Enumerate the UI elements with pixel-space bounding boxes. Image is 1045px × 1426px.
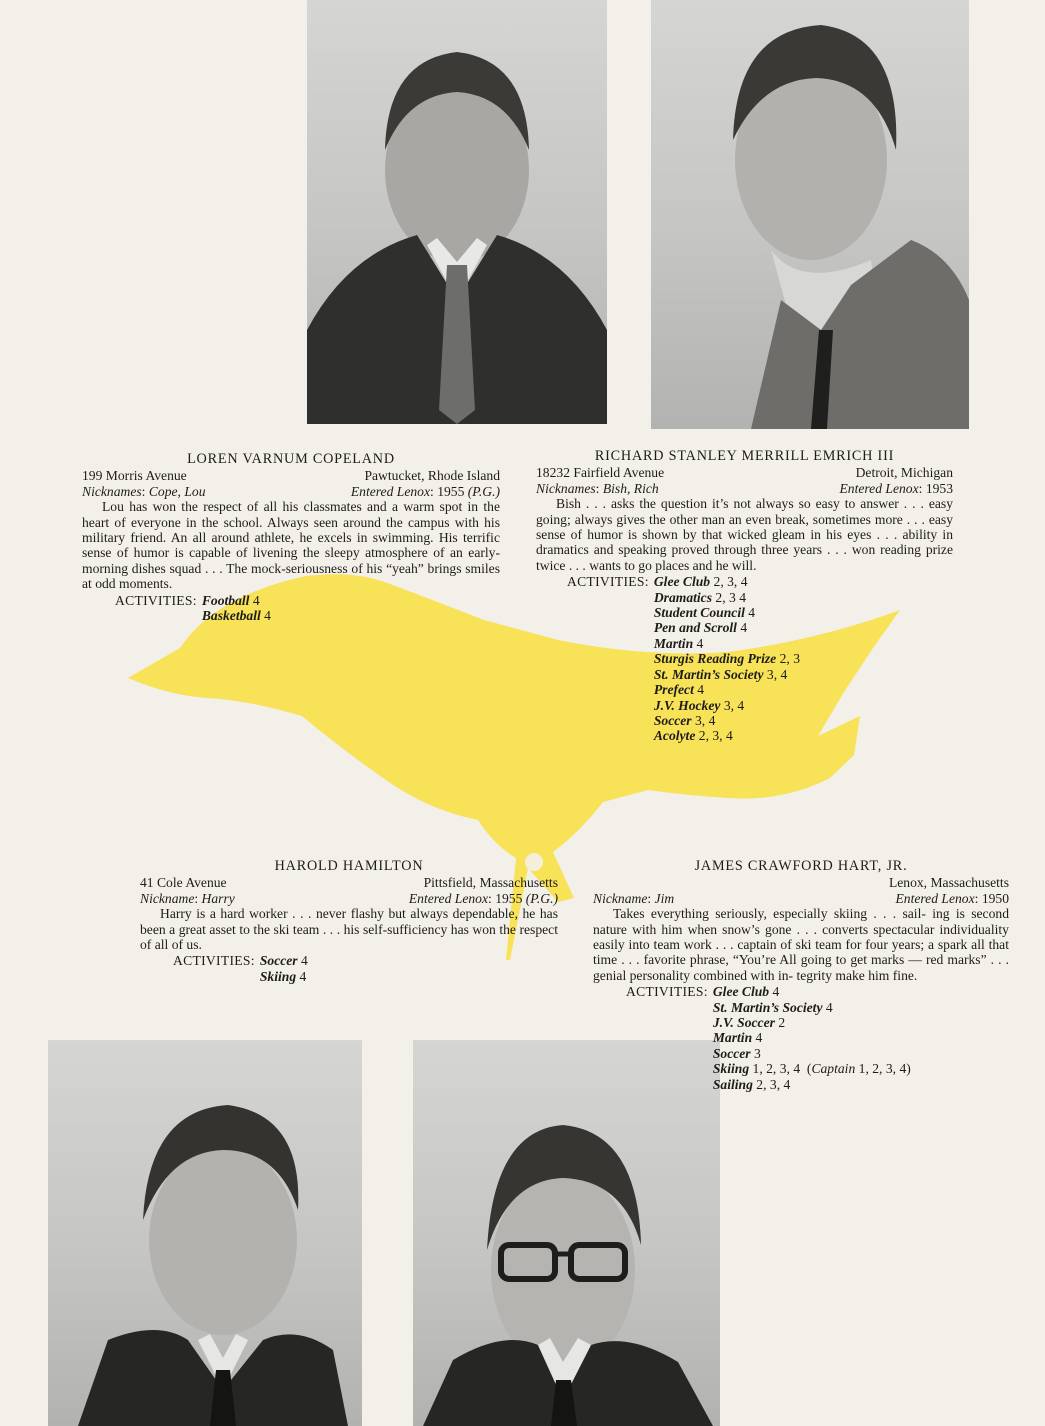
street-address: 199 Morris Avenue — [82, 468, 187, 484]
activity-item: Soccer 4 — [259, 953, 308, 969]
nickname-label: Nickname — [593, 890, 648, 906]
bio-text — [536, 496, 953, 573]
bio-line: — red marks” . . . genial personality combined with in- — [593, 952, 1009, 983]
bio-copeland: LOREN VARNUM COPELAND 199 Morris Avenue Pawtucket, Rhode Island Nicknames: Cope, Lou Entered Lenox: 1955 (P.G.) Lou has won the respect of all his classmates and a warm spot in the heart of everyone in the school. Always seen around the campus with his military friend. An all around athlete, he excels in swimming. His terrific sense of humor is capable of livening the sleepy atmosphere of an early-morning dishes squad . . . The mock-seriousness of his “yeah” brings smiles at odd moments. ACTIVITIES: Football 4 Basketball 4 — [82, 451, 500, 624]
entered-note: (P.G.) — [525, 890, 558, 906]
portrait-photo-hamilton — [48, 1040, 362, 1426]
portrait-photo-copeland — [307, 0, 607, 424]
activity-item: Prefect 4 — [653, 682, 705, 698]
entered-year: 1950 — [981, 890, 1009, 906]
activity-item: Glee Club 4 — [712, 984, 780, 1000]
activities — [140, 953, 558, 984]
portrait-hamilton-icon — [48, 1040, 362, 1426]
activity-item: J.V. Soccer 2 — [712, 1015, 786, 1031]
entered-year: 1953 — [925, 480, 953, 496]
city-state: Lenox, Massachusetts — [888, 875, 1009, 891]
entered-label: Entered Lenox — [350, 483, 430, 499]
activities-label: ACTIVITIES: — [173, 953, 255, 969]
bio-line: seen around the campus with his military friend. An all — [82, 514, 500, 546]
entered-label: Entered Lenox — [408, 890, 488, 906]
bio-line: tegrity make him fine. — [796, 967, 918, 983]
activity-item: Skiing 1, 2, 3, 4 (Captain 1, 2, 3, 4) — [712, 1061, 911, 1077]
nickname-value: Cope, Lou — [148, 483, 206, 499]
portrait-copeland-icon — [307, 0, 607, 424]
street-address: 18232 Fairfield Avenue — [536, 465, 665, 481]
activity-item: Sturgis Reading Prize 2, 3 — [653, 651, 801, 667]
student-name: LOREN VARNUM COPELAND — [187, 451, 395, 467]
bio-line: of his “yeah” brings smiles at odd moments. — [82, 560, 500, 592]
bio-line: time . . . favorite phrase, “You’re All going to get marks — [593, 952, 905, 968]
activity-item: Dramatics 2, 3 4 — [653, 589, 746, 605]
portrait-emrich-icon — [651, 0, 969, 429]
activities-label: ACTIVITIES: — [567, 574, 649, 590]
bio-line: Bish . . . asks the question it’s not always so easy to — [556, 496, 856, 512]
bio-line: dramatics and speaking proved through three years . . . — [536, 542, 847, 558]
bio-line: his self-sufficiency has won the respect of all of us. — [140, 921, 558, 953]
bio-line: Harry is a hard worker . . . never flashy but always — [160, 906, 449, 922]
bio-emrich: RICHARD STANLEY MERRILL EMRICH III 18232 Fairfield Avenue Detroit, Michigan Nicknames: Bish, Rich Entered Lenox: 1953 Bish . . . asks the question it’s not always so easy to answer . . . easy going; always gives the other man an even break, sometimes more . . . easy sense of humor is shown by that wicked gleam in his eyes . . . ability in dramatics and speaking proved through three years . . . won reading prize twice . . . wants to go places and he will. ACTIVITIES: Glee Club 2, 3, 4 Dramatics 2, 3 4 Student Council 4 Pen and Scroll 4 Martin 4 Sturgis Reading Prize 2, 3 St. Martin’s Society 3, 4 Prefect 4 J.V. Hockey 3, 4 Soccer 3, 4 Acolyte 2, 3, 4 — [536, 448, 953, 744]
bio-line: around athlete, he excels in swimming. His terrific sense — [82, 530, 500, 561]
activity-item: Soccer 3 — [712, 1045, 761, 1061]
nickname-label: Nicknames — [536, 480, 596, 496]
city-state: Pawtucket, Rhode Island — [364, 468, 500, 484]
bio-line: warm spot in the heart of everyone in the school. Always — [82, 499, 500, 530]
activity-item: Football 4 — [201, 592, 260, 608]
activity-item: Glee Club 2, 3, 4 — [653, 574, 748, 590]
activity-item: Acolyte 2, 3, 4 — [653, 728, 733, 744]
bio-line: answer . . . easy going; always gives the other man an — [536, 496, 953, 527]
activities — [536, 574, 953, 743]
activities-label: ACTIVITIES: — [115, 592, 197, 608]
bio-text — [593, 906, 1009, 983]
activity-item: Martin 4 — [712, 1030, 763, 1046]
activity-item: St. Martin’s Society 3, 4 — [653, 666, 788, 682]
nickname-value: Jim — [654, 890, 675, 906]
nickname-value: Bish, Rich — [602, 480, 659, 496]
bio-line: even break, sometimes more . . . easy sense of humor is — [536, 511, 953, 543]
bio-line: won reading prize twice . . . wants to go places and he will. — [536, 542, 953, 573]
bio-line: Takes everything seriously, especially skiing . . . sail- — [613, 906, 926, 922]
city-state: Detroit, Michigan — [855, 465, 953, 481]
street-address: 41 Cole Avenue — [140, 875, 227, 891]
nickname-label: Nickname — [140, 890, 195, 906]
activity-item: Sailing 2, 3, 4 — [712, 1076, 791, 1092]
entered-note: (P.G.) — [467, 483, 500, 499]
activity-item: Basketball 4 — [201, 608, 271, 624]
nickname-value: Harry — [201, 890, 235, 906]
entered-year: 1955 — [495, 890, 523, 906]
bio-line: of humor is capable of livening the sleepy atmosphere of — [116, 545, 445, 561]
portrait-photo-hart — [413, 1040, 720, 1426]
bio-line: an early-morning dishes squad . . . The mock-seriousness — [82, 545, 500, 576]
bio-line: shown by that wicked gleam in his eyes . . . ability in — [642, 527, 953, 543]
activities — [82, 593, 500, 624]
student-name: HAROLD HAMILTON — [274, 858, 424, 874]
bio-line: dependable, he has been a great asset to the ski team . . . — [140, 906, 558, 937]
entered-label: Entered Lenox — [895, 890, 975, 906]
activity-item: Student Council 4 — [653, 605, 756, 621]
activity-item: J.V. Hockey 3, 4 — [653, 697, 745, 713]
student-name: JAMES CRAWFORD HART, JR. — [694, 858, 908, 874]
bio-line: Lou has won the respect of all his classmates and a — [102, 499, 399, 515]
activity-item: Martin 4 — [653, 635, 704, 651]
portrait-photo-emrich — [651, 0, 969, 429]
city-state: Pittsfield, Massachusetts — [423, 875, 558, 891]
bio-hamilton: HAROLD HAMILTON 41 Cole Avenue Pittsfield, Massachusetts Nickname: Harry Entered Lenox: 1955 (P.G.) Harry is a hard worker . . . never flashy but always dependable, he has been a great asset to the ski team . . . his self-sufficiency has won the respect of all of us. ACTIVITIES: Soccer 4 Skiing 4 — [140, 858, 558, 984]
activities — [593, 984, 1009, 1092]
bio-line: ing is second nature with him when snow’s gone . . . — [593, 906, 1009, 937]
bio-text — [140, 906, 558, 952]
bio-line: converts spectacular individuality easily into team work — [593, 921, 1009, 953]
activity-item: Skiing 4 — [259, 968, 307, 984]
activity-item: Pen and Scroll 4 — [653, 620, 748, 636]
portrait-hart-icon — [413, 1040, 720, 1426]
entered-year: 1955 — [437, 483, 465, 499]
bio-text — [82, 499, 500, 591]
bio-hart: JAMES CRAWFORD HART, JR. Lenox, Massachusetts Nickname: Jim Entered Lenox: 1950 Takes everything seriously, especially skiing . . . sail- ing is second nature with him when snow’s gone . . . converts spectacular individuality easily into team work . . . captain of ski team for four years; a spark all that time . . . favorite phrase, “You’re All going to get marks — red marks” . . . genial personality combined with in- tegrity make him fine. ACTIVITIES: Glee Club 4 St. Martin’s Society 4 J.V. Soccer 2 Martin 4 Soccer 3 Skiing 1, 2, 3, 4 (Captain 1, 2, 3, 4) Sailing 2, 3, 4 — [593, 858, 1009, 1092]
activities-label: ACTIVITIES: — [626, 984, 708, 1000]
student-name: RICHARD STANLEY MERRILL EMRICH III — [594, 448, 895, 464]
activity-item: Soccer 3, 4 — [653, 712, 716, 728]
entered-label: Entered Lenox — [839, 480, 919, 496]
bio-line: . . . captain of ski team for four years; a spark all that — [715, 937, 1009, 953]
activity-item: St. Martin’s Society 4 — [712, 999, 833, 1015]
nickname-label: Nicknames — [82, 483, 142, 499]
